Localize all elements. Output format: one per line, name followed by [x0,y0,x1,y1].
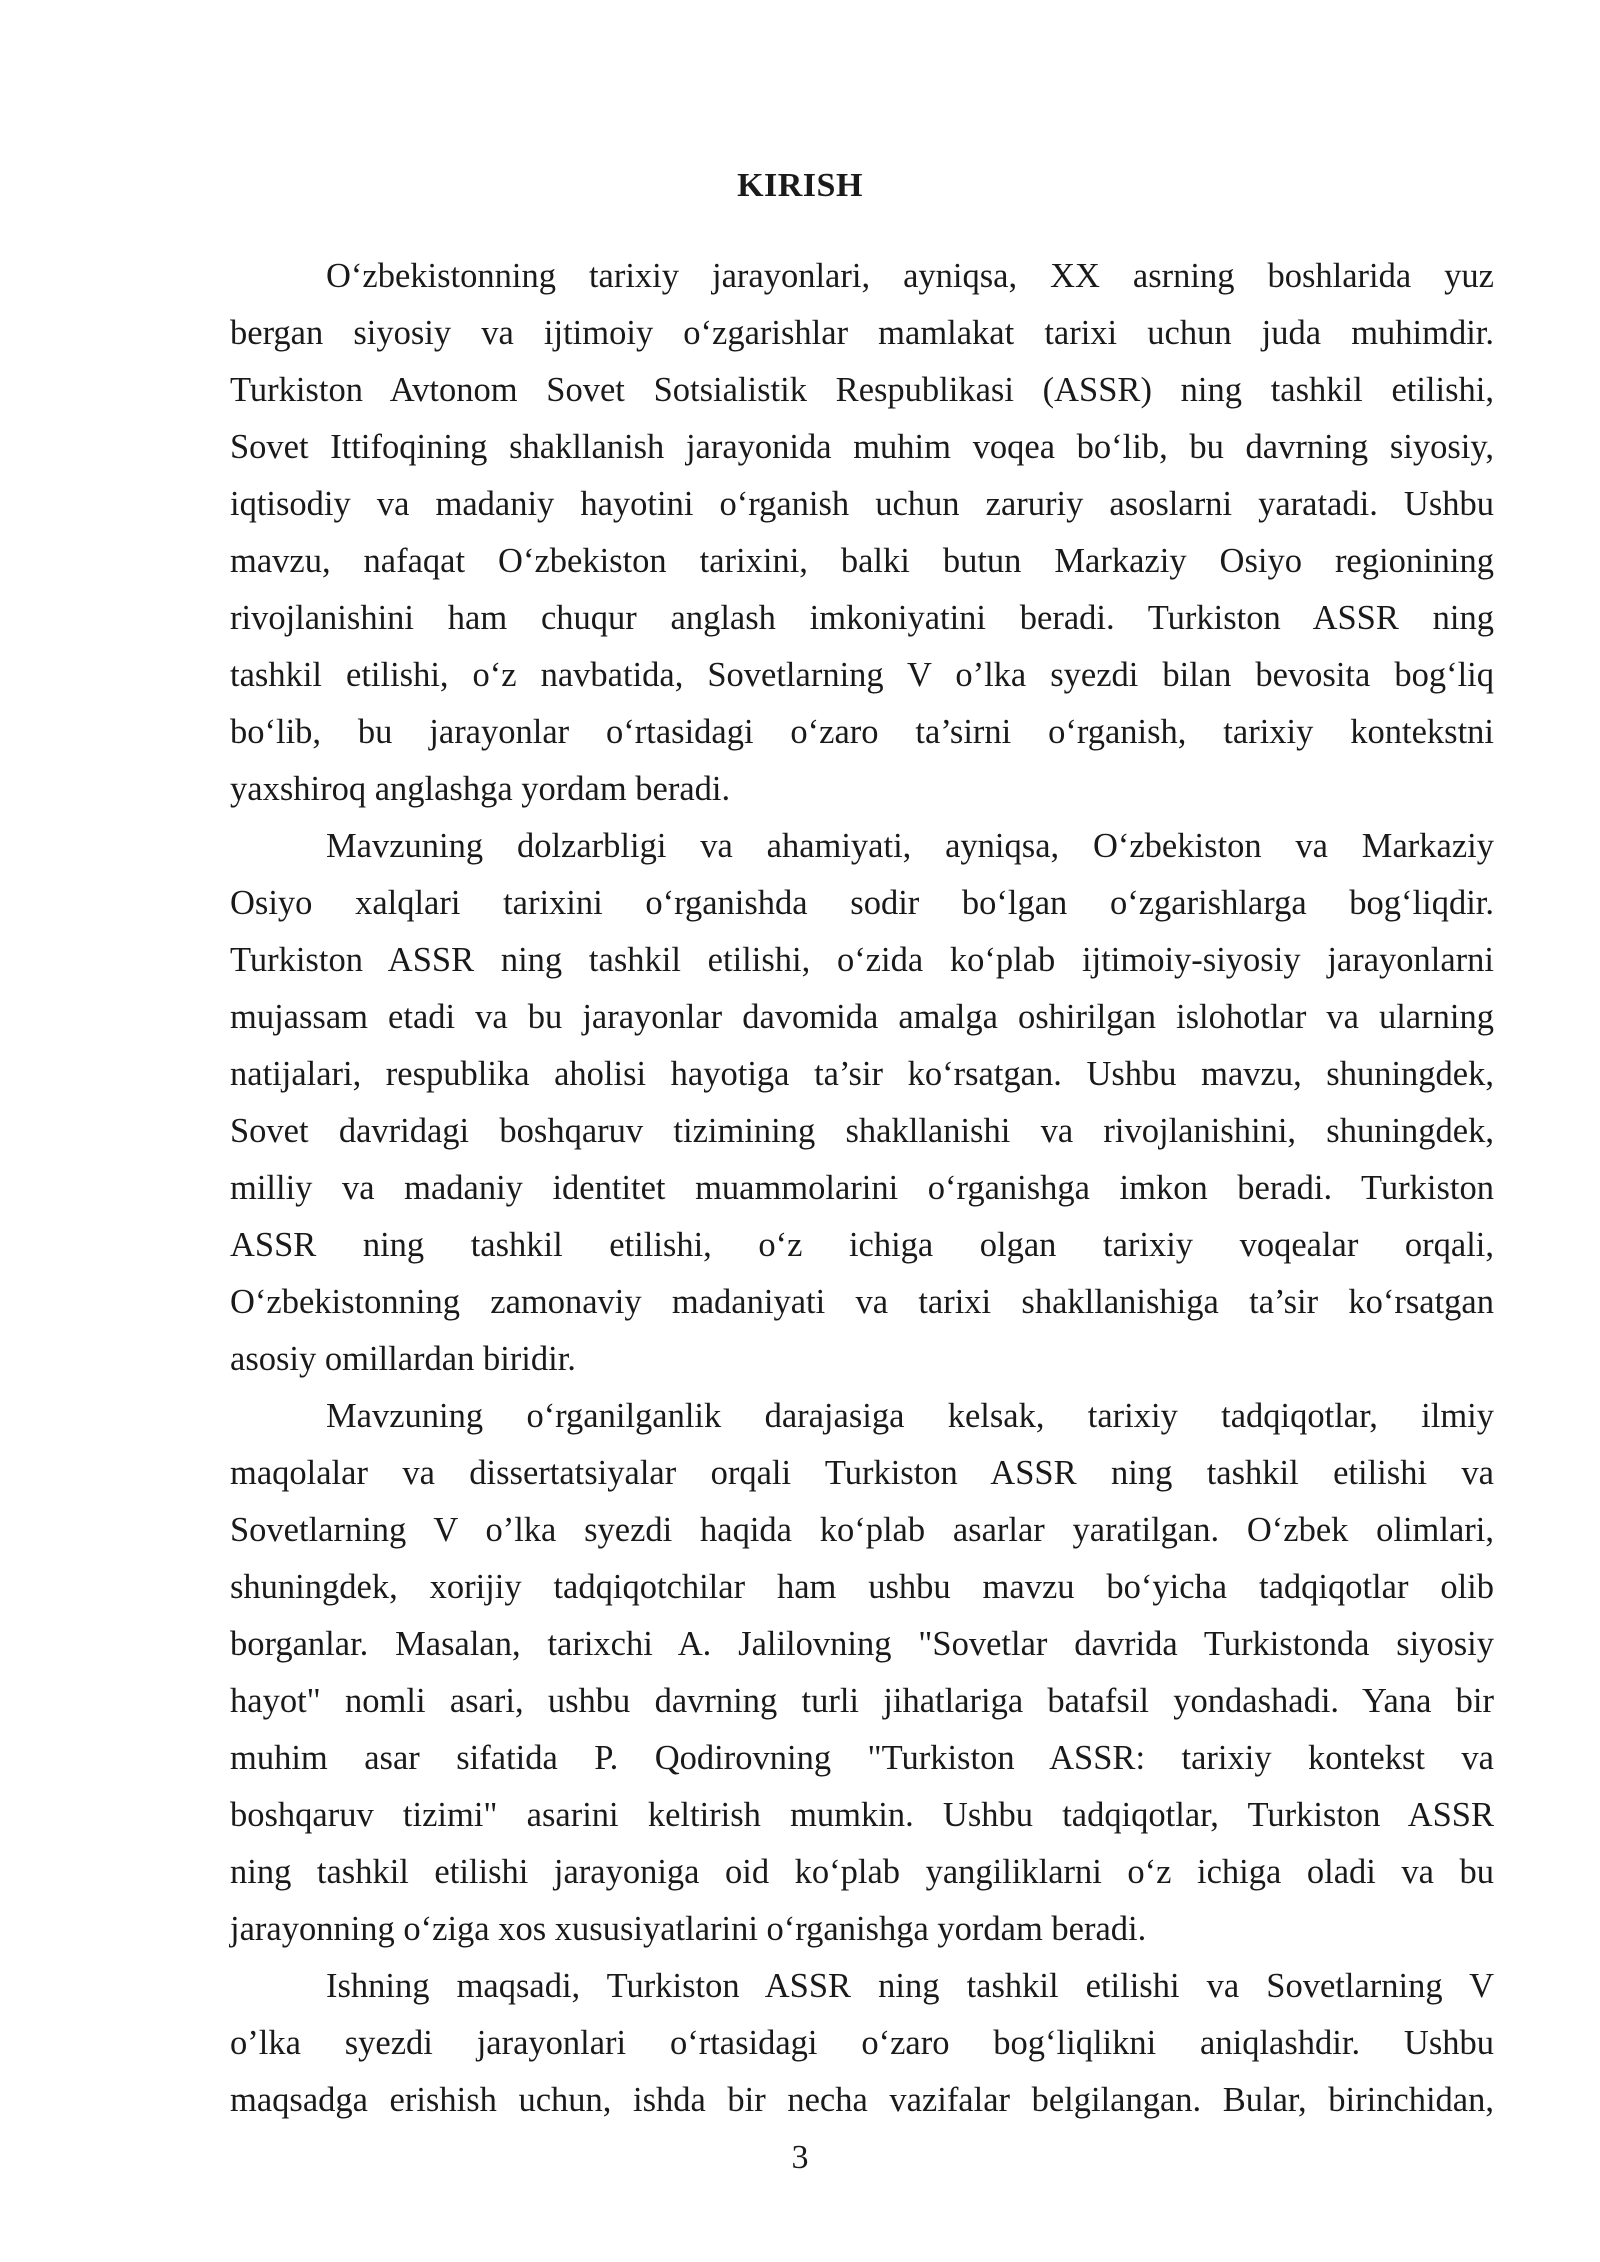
paragraph [230,248,1494,818]
text-line: jarayonning o‘ziga xos xususiyatlarini o‘rganishga yordam beradi. [230,1910,1147,1948]
text-line: bergan siyosiy va ijtimoiy o‘zgarishlar mamlakat tarixi uchun juda muhimdir. [230,314,1494,352]
text-line: natijalari, respublika aholisi hayotiga ta’sir ko‘rsatgan. Ushbu mavzu, shuningdek, [230,1055,1494,1093]
text-line: Sovetlarning V o’lka syezdi haqida ko‘plab asarlar yaratilgan. O‘zbek olimlari, [230,1511,1494,1549]
text-line: O‘zbekistonning tarixiy jarayonlari, ayniqsa, XX asrning boshlarida yuz [326,257,1494,295]
paragraph [230,818,1494,1388]
text-line: borganlar. Masalan, tarixchi A. Jalilovning "Sovetlar davrida Turkistonda siyosiy [230,1625,1494,1663]
text-line: yaxshiroq anglashga yordam beradi. [230,770,731,808]
text-line: mavzu, nafaqat O‘zbekiston tarixini, balki butun Markaziy Osiyo regionining [230,542,1494,580]
text-line: shuningdek, xorijiy tadqiqotchilar ham ushbu mavzu bo‘yicha tadqiqotlar olib [230,1568,1494,1606]
text-line: mujassam etadi va bu jarayonlar davomida amalga oshirilgan islohotlar va ularning [230,998,1494,1036]
text-line: Turkiston ASSR ning tashkil etilishi, o‘zida ko‘plab ijtimoiy-siyosiy jarayonlarni [230,941,1494,979]
paragraph [230,1958,1494,2129]
text-line: boshqaruv tizimi" asarini keltirish mumkin. Ushbu tadqiqotlar, Turkiston ASSR [230,1796,1494,1834]
text-line: O‘zbekistonning zamonaviy madaniyati va tarixi shakllanishiga ta’sir ko‘rsatgan [230,1283,1494,1321]
text-line: tashkil etilishi, o‘z navbatida, Sovetlarning V o’lka syezdi bilan bevosita bog‘liq [230,656,1494,694]
text-line: bo‘lib, bu jarayonlar o‘rtasidagi o‘zaro ta’sirni o‘rganish, tarixiy kontekstni [230,713,1494,751]
text-line: Mavzuning dolzarbligi va ahamiyati, ayniqsa, O‘zbekiston va Markaziy [326,827,1494,865]
text-line: Turkiston Avtonom Sovet Sotsialistik Respublikasi (ASSR) ning tashkil etilishi, [230,371,1494,409]
text-line: ning tashkil etilishi jarayoniga oid ko‘plab yangiliklarni o‘z ichiga oladi va bu [230,1853,1494,1891]
section-title: KIRISH [737,167,863,204]
text-line: milliy va madaniy identitet muammolarini o‘rganishga imkon beradi. Turkiston [230,1169,1494,1207]
text-line: Sovet davridagi boshqaruv tizimining shakllanishi va rivojlanishini, shuningdek, [230,1112,1494,1150]
text-line: ASSR ning tashkil etilishi, o‘z ichiga olgan tarixiy voqealar orqali, [230,1226,1494,1264]
text-line: rivojlanishini ham chuqur anglash imkoniyatini beradi. Turkiston ASSR ning [230,599,1494,637]
text-line: Sovet Ittifoqining shakllanish jarayonida muhim voqea bo‘lib, bu davrning siyosiy, [230,428,1494,466]
body-text [230,248,1494,2129]
text-line: iqtisodiy va madaniy hayotini o‘rganish uchun zaruriy asoslarni yaratadi. Ushbu [230,485,1494,523]
text-line: maqsadga erishish uchun, ishda bir necha vazifalar belgilangan. Bular, birinchidan, [230,2081,1494,2119]
text-line: muhim asar sifatida P. Qodirovning "Turkiston ASSR: tarixiy kontekst va [230,1739,1494,1777]
paragraph [230,1388,1494,1958]
text-line: maqolalar va dissertatsiyalar orqali Turkiston ASSR ning tashkil etilishi va [230,1454,1494,1492]
text-line: Ishning maqsadi, Turkiston ASSR ning tashkil etilishi va Sovetlarning V [326,1967,1494,2005]
text-line: Mavzuning o‘rganilganlik darajasiga kelsak, tarixiy tadqiqotlar, ilmiy [326,1397,1494,1435]
page-number: 3 [791,2139,809,2176]
text-line: hayot" nomli asari, ushbu davrning turli jihatlariga batafsil yondashadi. Yana bir [230,1682,1494,1720]
text-line: asosiy omillardan biridir. [230,1340,576,1378]
text-line: Osiyo xalqlari tarixini o‘rganishda sodir bo‘lgan o‘zgarishlarga bog‘liqdir. [230,884,1494,922]
text-line: o’lka syezdi jarayonlari o‘rtasidagi o‘zaro bog‘liqlikni aniqlashdir. Ushbu [230,2024,1494,2062]
